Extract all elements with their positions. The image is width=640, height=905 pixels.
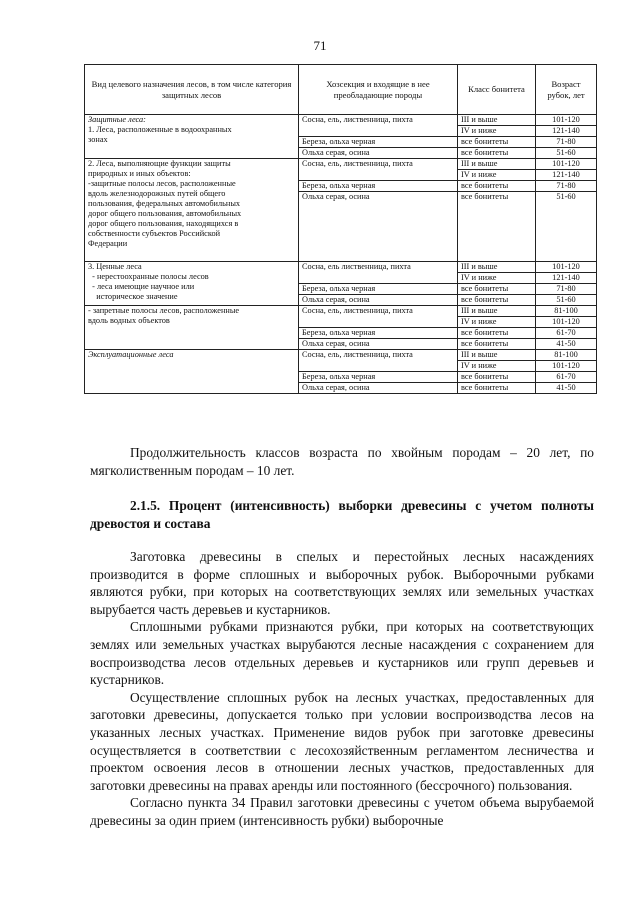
site-class-cell: III и выше — [458, 262, 536, 273]
category-line: Федерации — [88, 239, 128, 248]
cutting-age-cell: 61-70 — [536, 328, 597, 339]
species-cell: Ольха серая, осина — [299, 148, 458, 159]
species-cell: Ольха серая, осина — [299, 339, 458, 350]
cutting-age-cell: 81-100 — [536, 350, 597, 361]
category-line: 1. Леса, расположенные в водоохранных — [88, 125, 232, 134]
table-row — [85, 159, 597, 170]
cutting-age-cell: 41-50 — [536, 339, 597, 350]
table-row — [85, 115, 597, 126]
category-italic-label: Защитные леса: — [88, 115, 146, 124]
species-cell: Береза, ольха черная — [299, 284, 458, 295]
header-species: Хозсекция и входящие в нее преобладающие породы — [299, 65, 458, 115]
site-class-cell: все бонитеты — [458, 295, 536, 306]
site-class-cell: IV и ниже — [458, 361, 536, 372]
section-heading: 2.1.5. Процент (интенсивность) выборки древесины с учетом полноты древостоя и состава — [90, 498, 594, 531]
species-cell: Сосна, ель, лиственница, пихта — [299, 306, 458, 328]
category-line: - нерестоохранные полосы лесов — [88, 272, 209, 281]
cutting-age-cell: 51-60 — [536, 148, 597, 159]
site-class-cell: все бонитеты — [458, 383, 536, 394]
category-line: -защитные полосы лесов, расположенные — [88, 179, 236, 188]
category-line: вдоль водных объектов — [88, 316, 170, 325]
category-line: собственности субъектов Российской — [88, 229, 221, 238]
cutting-age-table — [84, 64, 597, 394]
site-class-cell: IV и ниже — [458, 317, 536, 328]
cutting-age-cell: 121-140 — [536, 126, 597, 137]
paragraph: Сплошными рубками признаются рубки, при которых на соответствующих землях или земельных участках вырубаются лесные насаждения с сохранением для воспроизводства лесов отдельных деревьев и кустарников или групп деревьев и кустарников. — [90, 619, 594, 688]
site-class-cell: все бонитеты — [458, 148, 536, 159]
species-cell: Береза, ольха черная — [299, 181, 458, 192]
header-site-class: Класс бонитета — [458, 65, 536, 115]
site-class-cell: все бонитеты — [458, 328, 536, 339]
category-cell — [85, 115, 299, 159]
category-line: 3. Ценные леса — [88, 262, 142, 271]
category-line: 2. Леса, выполняющие функции защиты — [88, 159, 231, 168]
species-cell: Сосна, ель, лиственница, пихта — [299, 159, 458, 181]
site-class-cell: III и выше — [458, 306, 536, 317]
category-cell — [85, 306, 299, 350]
category-line: дорог общего пользования, автомобильных — [88, 209, 242, 218]
cutting-age-cell: 71-80 — [536, 284, 597, 295]
paragraph-text: Продолжительность классов возраста по хвойным породам – 20 лет, по мягколиственным породам – 10 лет. — [90, 445, 594, 478]
table-row — [85, 306, 597, 317]
site-class-cell: все бонитеты — [458, 181, 536, 192]
cutting-age-cell: 61-70 — [536, 372, 597, 383]
table-row — [85, 262, 597, 273]
cutting-age-cell: 71-80 — [536, 137, 597, 148]
species-cell: Ольха серая, осина — [299, 295, 458, 306]
species-cell: Береза, ольха черная — [299, 328, 458, 339]
category-line: дорог общего пользования, находящихся в — [88, 219, 239, 228]
site-class-cell: IV и ниже — [458, 126, 536, 137]
category-line: историческое значение — [88, 292, 178, 301]
site-class-cell: III и выше — [458, 115, 536, 126]
species-cell: Ольха серая, осина — [299, 192, 458, 262]
site-class-cell: IV и ниже — [458, 273, 536, 284]
species-cell: Береза, ольха черная — [299, 137, 458, 148]
table-row — [85, 350, 597, 361]
site-class-cell: III и выше — [458, 350, 536, 361]
cutting-age-cell: 41-50 — [536, 383, 597, 394]
species-cell: Ольха серая, осина — [299, 383, 458, 394]
paragraph: Заготовка древесины в спелых и перестойных лесных насаждениях производится в форме сплошных и выборочных рубок. Выборочными рубками являются рубки, при которых на соответствующих землях или земельных участках вырубается часть деревьев и кустарников. — [90, 549, 594, 617]
paragraph: Согласно пункта 34 Правил заготовки древесины с учетом объема вырубаемой древесины за один прием (интенсивность рубки) выборочные — [90, 795, 594, 828]
cutting-age-cell: 101-120 — [536, 361, 597, 372]
site-class-cell: все бонитеты — [458, 137, 536, 148]
category-italic-label: Эксплуатационные леса — [88, 350, 174, 359]
cutting-age-cell: 71-80 — [536, 181, 597, 192]
site-class-cell: все бонитеты — [458, 192, 536, 262]
header-cutting-age: Возраст рубок, лет — [536, 65, 597, 115]
cutting-age-cell: 101-120 — [536, 115, 597, 126]
duration-paragraph — [90, 444, 594, 479]
cutting-age-cell: 121-140 — [536, 170, 597, 181]
species-cell: Береза, ольха черная — [299, 372, 458, 383]
cutting-age-cell: 101-120 — [536, 317, 597, 328]
category-cell — [85, 262, 299, 306]
species-cell: Сосна, ель, лиственница, пихта — [299, 350, 458, 372]
cutting-age-cell: 51-60 — [536, 192, 597, 262]
category-line: зонах — [88, 135, 108, 144]
category-line: пользования, федеральных автомобильных — [88, 199, 241, 208]
site-class-cell: все бонитеты — [458, 284, 536, 295]
header-category: Вид целевого назначения лесов, в том числе категория защитных лесов — [85, 65, 299, 115]
cutting-age-cell: 121-140 — [536, 273, 597, 284]
category-line: природных и иных объектов: — [88, 169, 191, 178]
site-class-cell: все бонитеты — [458, 372, 536, 383]
cutting-age-cell: 81-100 — [536, 306, 597, 317]
category-cell — [85, 159, 299, 262]
site-class-cell: IV и ниже — [458, 170, 536, 181]
category-cell — [85, 350, 299, 394]
site-class-cell: III и выше — [458, 159, 536, 170]
category-line: вдоль железнодорожных путей общего — [88, 189, 226, 198]
table-body — [85, 115, 597, 394]
cutting-age-cell: 51-60 — [536, 295, 597, 306]
species-cell: Сосна, ель лиственница, пихта — [299, 262, 458, 284]
cutting-age-cell: 101-120 — [536, 159, 597, 170]
cutting-age-cell: 101-120 — [536, 262, 597, 273]
category-line: - запретные полосы лесов, расположенные — [88, 306, 240, 315]
page-number: 71 — [313, 38, 327, 53]
category-line: - леса имеющие научное или — [88, 282, 195, 291]
paragraph: Осуществление сплошных рубок на лесных участках, предоставленных для заготовки древесины, допускается только при условии воспроизводства лесов на указанных лесных участках. Применение видов рубок при заготовке древесины осуществляется в соответствии с лесохозяйственным регламентом лесничества и проектом освоения лесов в отношении лесных участков, предоставленных для заготовки древесины на правах аренды или постоянного (бессрочного) пользования. — [90, 689, 594, 793]
site-class-cell: все бонитеты — [458, 339, 536, 350]
body-text — [90, 548, 594, 830]
species-cell: Сосна, ель, лиственница, пихта — [299, 115, 458, 137]
